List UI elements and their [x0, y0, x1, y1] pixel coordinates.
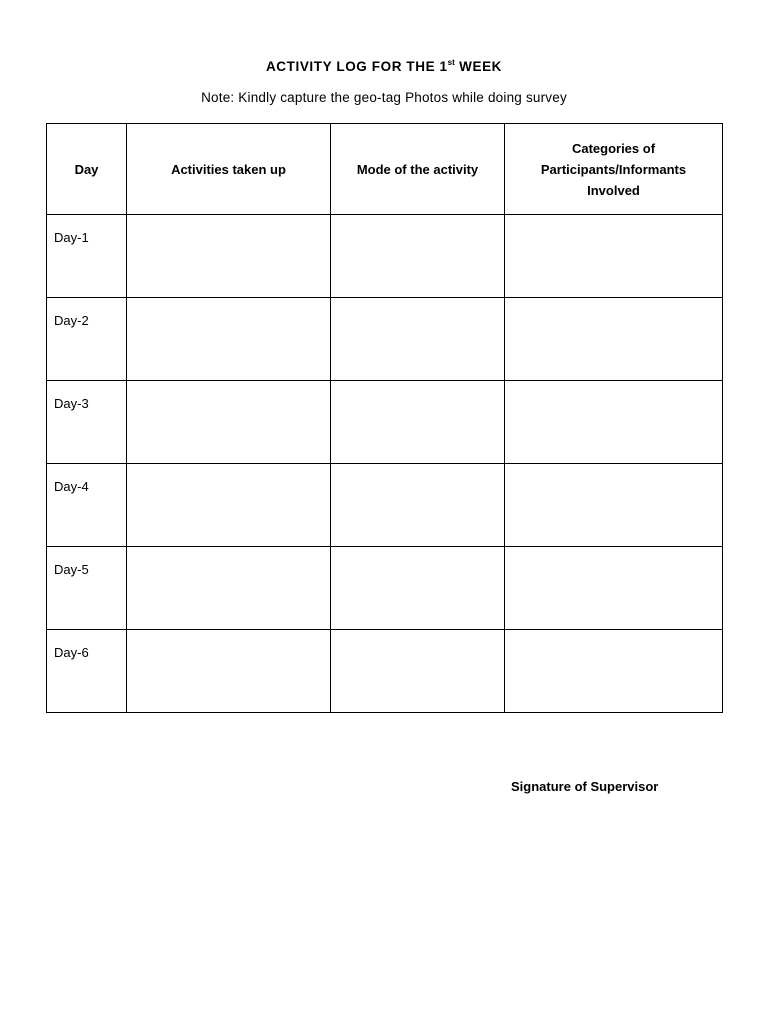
mode-cell: [331, 298, 505, 381]
mode-cell: [331, 381, 505, 464]
table-row: [47, 298, 723, 381]
activity-log-table: [46, 123, 723, 713]
table-row: [47, 630, 723, 713]
mode-cell: [331, 630, 505, 713]
activities-cell: [127, 381, 331, 464]
title-superscript: st: [447, 58, 455, 67]
header-day: Day: [47, 124, 127, 215]
categories-cell: [505, 630, 723, 713]
day-cell: Day-4: [47, 464, 127, 547]
day-cell: Day-5: [47, 547, 127, 630]
title-end: WEEK: [454, 59, 503, 74]
header-activities: Activities taken up: [127, 124, 331, 215]
activities-cell: [127, 298, 331, 381]
header-row: [47, 124, 723, 215]
categories-cell: [505, 464, 723, 547]
table-row: [47, 464, 723, 547]
activities-cell: [127, 215, 331, 298]
table-row: [47, 215, 723, 298]
mode-cell: [331, 215, 505, 298]
day-cell: Day-3: [47, 381, 127, 464]
categories-cell: [505, 547, 723, 630]
supervisor-signature-label: Signature of Supervisor: [511, 779, 659, 794]
table-row: [47, 381, 723, 464]
activities-cell: [127, 547, 331, 630]
header-mode: Mode of the activity: [331, 124, 505, 215]
day-cell: Day-1: [47, 215, 127, 298]
header-categories: [505, 124, 723, 215]
categories-cell: [505, 298, 723, 381]
day-cell: Day-2: [47, 298, 127, 381]
survey-note: Note: Kindly capture the geo-tag Photos while doing survey: [201, 90, 567, 105]
day-cell: Day-6: [47, 630, 127, 713]
document-title: [0, 58, 768, 74]
activities-cell: [127, 464, 331, 547]
title-main: ACTIVITY LOG FOR THE 1: [265, 59, 448, 74]
mode-cell: [331, 464, 505, 547]
categories-cell: [505, 215, 723, 298]
activities-cell: [127, 630, 331, 713]
table-row: [47, 547, 723, 630]
mode-cell: [331, 547, 505, 630]
categories-cell: [505, 381, 723, 464]
header-categories-text: Categories of Participants/Informants Involved: [540, 140, 687, 198]
